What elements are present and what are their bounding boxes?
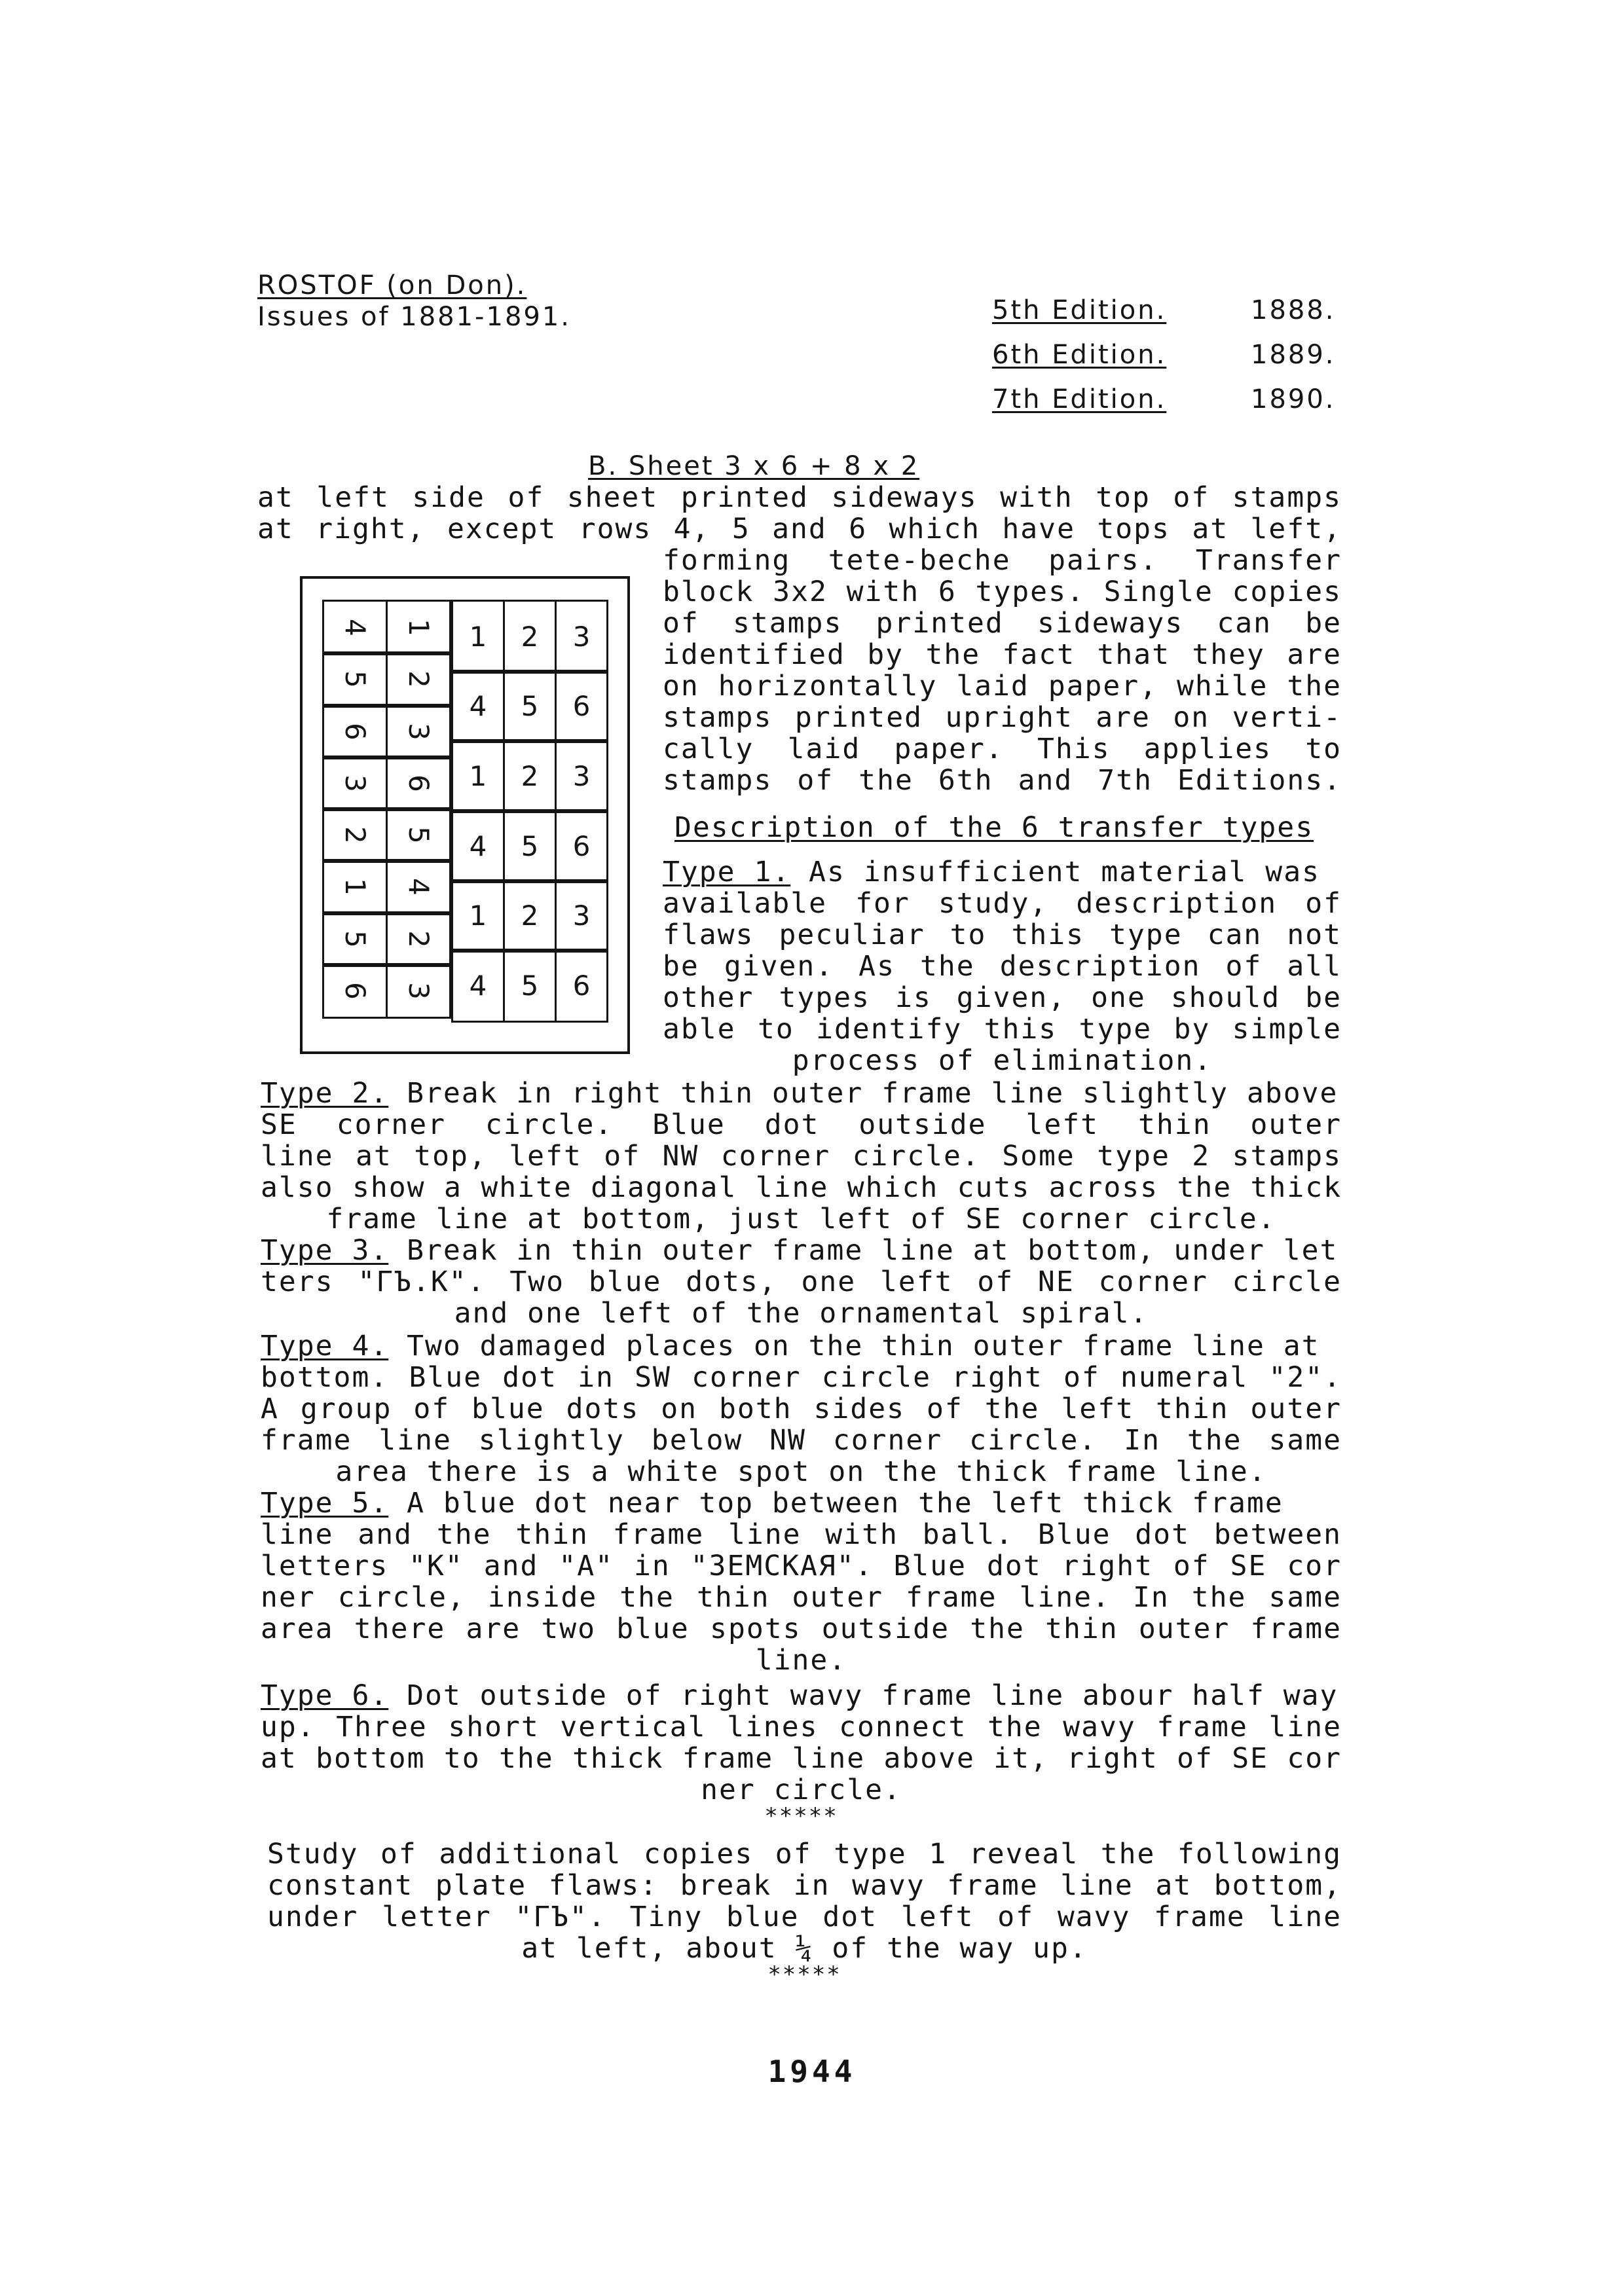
sideways-stamp-cell: [322, 911, 388, 967]
addendum-line: Study of additional copies of type 1 reveal the following: [267, 1838, 1342, 1870]
type6-line: Dot outside of right wavy frame line abour half way: [388, 1679, 1338, 1712]
upright-stamp-cell: 3: [555, 600, 608, 674]
upright-stamp-cell: 1: [451, 879, 505, 953]
sideways-stamp-cell: [322, 859, 388, 915]
sideways-stamp-type: 6: [402, 774, 435, 792]
type4-line: A group of blue dots on both sides of the left thin outer: [261, 1393, 1342, 1425]
sideways-stamp-type: 1: [339, 878, 371, 896]
upright-stamp-cell: 1: [451, 739, 505, 813]
type5-line: area there are two blue spots outside the thin outer frame: [261, 1613, 1342, 1645]
type2-line: Break in right thin outer frame line slightly above: [388, 1077, 1338, 1110]
sideways-stamp-cell: [386, 756, 451, 811]
type6-line: ner circle.: [701, 1774, 902, 1806]
type1-line: As insufficient material was: [790, 856, 1320, 888]
type4-line: bottom. Blue dot in SW corner circle right of numeral "2".: [261, 1361, 1342, 1394]
type3-text: [261, 1235, 1338, 1266]
sideways-stamp-cell: [322, 600, 388, 655]
intro-line: cally laid paper. This applies to: [663, 733, 1342, 765]
upright-stamp-cell: 1: [451, 600, 505, 674]
intro-line: at left side of sheet printed sideways with top of stamps: [257, 481, 1342, 514]
type3-line: ters "ГЪ.К". Two blue dots, one left of NE corner circle: [261, 1266, 1342, 1298]
description-heading: Description of the 6 transfer types: [674, 811, 1314, 844]
page-number: 1944: [767, 2054, 857, 2089]
type4-line: area there is a white spot on the thick frame line.: [335, 1455, 1267, 1488]
intro-line: block 3x2 with 6 types. Single copies: [663, 575, 1342, 608]
type3-line: Break in thin outer frame line at bottom, under let: [388, 1234, 1338, 1267]
type1-line: process of elimination.: [792, 1044, 1213, 1077]
sideways-stamp-cell: [322, 651, 388, 707]
intro-line: stamps printed upright are on verti-: [663, 701, 1342, 734]
upright-stamp-cell: 6: [555, 949, 608, 1023]
sideways-stamp-type: 1: [402, 619, 435, 636]
intro-line: on horizontally laid paper, while the: [663, 670, 1342, 702]
addendum-line: constant plate flaws: break in wavy frame line at bottom,: [267, 1869, 1342, 1902]
type6-line: at bottom to the thick frame line above it, right of SE cor: [261, 1742, 1342, 1775]
sheet-heading: B. Sheet 3 x 6 + 8 x 2: [588, 451, 920, 481]
type1-line: flaws peculiar to this type can not: [663, 919, 1342, 951]
intro-line: identified by the fact that they are: [663, 638, 1342, 671]
sideways-stamp-type: 2: [339, 826, 371, 844]
intro-line: stamps of the 6th and 7th Editions.: [663, 764, 1342, 797]
type5-line: letters "K" and "A" in "ЗЕМСКАЯ". Blue dot right of SE cor: [261, 1550, 1342, 1582]
separator: *****: [767, 1961, 841, 1988]
upright-stamp-cell: 4: [451, 949, 505, 1023]
upright-stamp-cell: 4: [451, 809, 505, 883]
type2-text: [261, 1078, 1338, 1109]
type2-line: line at top, left of NW corner circle. Some type 2 stamps: [261, 1140, 1342, 1173]
upright-stamp-cell: 5: [503, 670, 557, 744]
sideways-stamp-type: 3: [402, 722, 435, 740]
sideways-stamp-cell: [386, 600, 451, 655]
sideways-stamp-type: 4: [339, 619, 371, 636]
sideways-stamp-type: 5: [402, 826, 435, 844]
type1-line: be given. As the description of all: [663, 950, 1342, 983]
sideways-stamp-cell: [386, 704, 451, 759]
sideways-stamp-type: 2: [402, 930, 435, 948]
type6-label: Type 6.: [261, 1679, 389, 1712]
addendum-line: under letter "ГЪ". Tiny blue dot left of wavy frame line: [267, 1901, 1342, 1933]
upright-stamp-cell: 2: [503, 600, 557, 674]
type2-line: frame line at bottom, just left of SE corner circle.: [326, 1203, 1276, 1235]
type6-text: [261, 1680, 1338, 1711]
sideways-stamp-cell: [322, 963, 388, 1019]
upright-stamp-cell: 6: [555, 670, 608, 744]
edition-6-year: 1889.: [1251, 340, 1336, 370]
sideways-stamp-cell: [322, 704, 388, 759]
intro-line: at right, except rows 4, 5 and 6 which have tops at left,: [257, 513, 1342, 545]
edition-7-year: 1890.: [1251, 384, 1336, 414]
type2-label: Type 2.: [261, 1077, 389, 1110]
sideways-stamp-type: 2: [402, 670, 435, 689]
transfer-block-grid: [322, 600, 610, 1030]
type5-line: A blue dot near top between the left thick frame: [388, 1487, 1283, 1520]
type5-line: line.: [755, 1644, 847, 1677]
type4-text: [261, 1330, 1320, 1362]
type6-line: up. Three short vertical lines connect the wavy frame line: [261, 1711, 1342, 1743]
type1-line: other types is given, one should be: [663, 981, 1342, 1014]
sideways-stamp-type: 6: [339, 722, 371, 740]
sideways-stamp-type: 5: [339, 670, 371, 689]
upright-stamp-cell: 2: [503, 739, 557, 813]
addendum-line: at left, about ¼ of the way up.: [521, 1932, 1088, 1965]
sideways-stamp-type: 4: [402, 878, 435, 896]
page-subtitle: Issues of 1881-1891.: [257, 302, 572, 332]
upright-stamp-cell: 5: [503, 949, 557, 1023]
upright-stamp-cell: 3: [555, 739, 608, 813]
sideways-stamp-type: 3: [339, 774, 371, 792]
sideways-stamp-cell: [322, 756, 388, 811]
upright-stamp-cell: 6: [555, 809, 608, 883]
sideways-stamp-cell: [386, 963, 451, 1019]
sideways-stamp-type: 6: [339, 982, 371, 1000]
type4-line: frame line slightly below NW corner circle. In the same: [261, 1424, 1342, 1457]
edition-5-label: 5th Edition.: [992, 295, 1167, 325]
upright-stamp-cell: 2: [503, 879, 557, 953]
upright-stamp-cell: 4: [451, 670, 505, 744]
upright-stamp-cell: 5: [503, 809, 557, 883]
sideways-stamp-cell: [386, 807, 451, 863]
sheet-layout-diagram: [300, 576, 630, 1054]
sideways-stamp-cell: [322, 807, 388, 863]
sideways-stamp-cell: [386, 651, 451, 707]
edition-5-year: 1888.: [1251, 295, 1336, 325]
type5-line: line and the thin frame line with ball. Blue dot between: [261, 1518, 1342, 1551]
type5-label: Type 5.: [261, 1487, 389, 1520]
intro-line: forming tete-beche pairs. Transfer: [663, 544, 1342, 577]
type1-line: able to identify this type by simple: [663, 1013, 1342, 1046]
type2-line: also show a white diagonal line which cuts across the thick: [261, 1171, 1342, 1204]
edition-7-label: 7th Edition.: [992, 384, 1167, 414]
type1-label: Type 1.: [663, 856, 791, 888]
type1-text: [663, 856, 1320, 888]
type4-label: Type 4.: [261, 1330, 389, 1362]
sideways-stamp-type: 5: [339, 930, 371, 948]
type4-line: Two damaged places on the thin outer frame line at: [388, 1330, 1320, 1362]
edition-6-label: 6th Edition.: [992, 340, 1167, 370]
upright-stamp-cell: 3: [555, 879, 608, 953]
type1-line: available for study, description of: [663, 887, 1342, 920]
page-title: ROSTOF (on Don).: [257, 270, 527, 301]
sideways-stamp-type: 3: [402, 982, 435, 1000]
type5-text: [261, 1487, 1283, 1519]
sideways-stamp-cell: [386, 859, 451, 915]
type2-line: SE corner circle. Blue dot outside left thin outer: [261, 1108, 1342, 1141]
type3-line: and one left of the ornamental spiral.: [454, 1297, 1149, 1330]
separator: *****: [764, 1803, 838, 1829]
intro-line: of stamps printed sideways can be: [663, 607, 1342, 640]
sideways-stamp-cell: [386, 911, 451, 967]
type5-line: ner circle, inside the thin outer frame line. In the same: [261, 1581, 1342, 1614]
type3-label: Type 3.: [261, 1234, 389, 1267]
